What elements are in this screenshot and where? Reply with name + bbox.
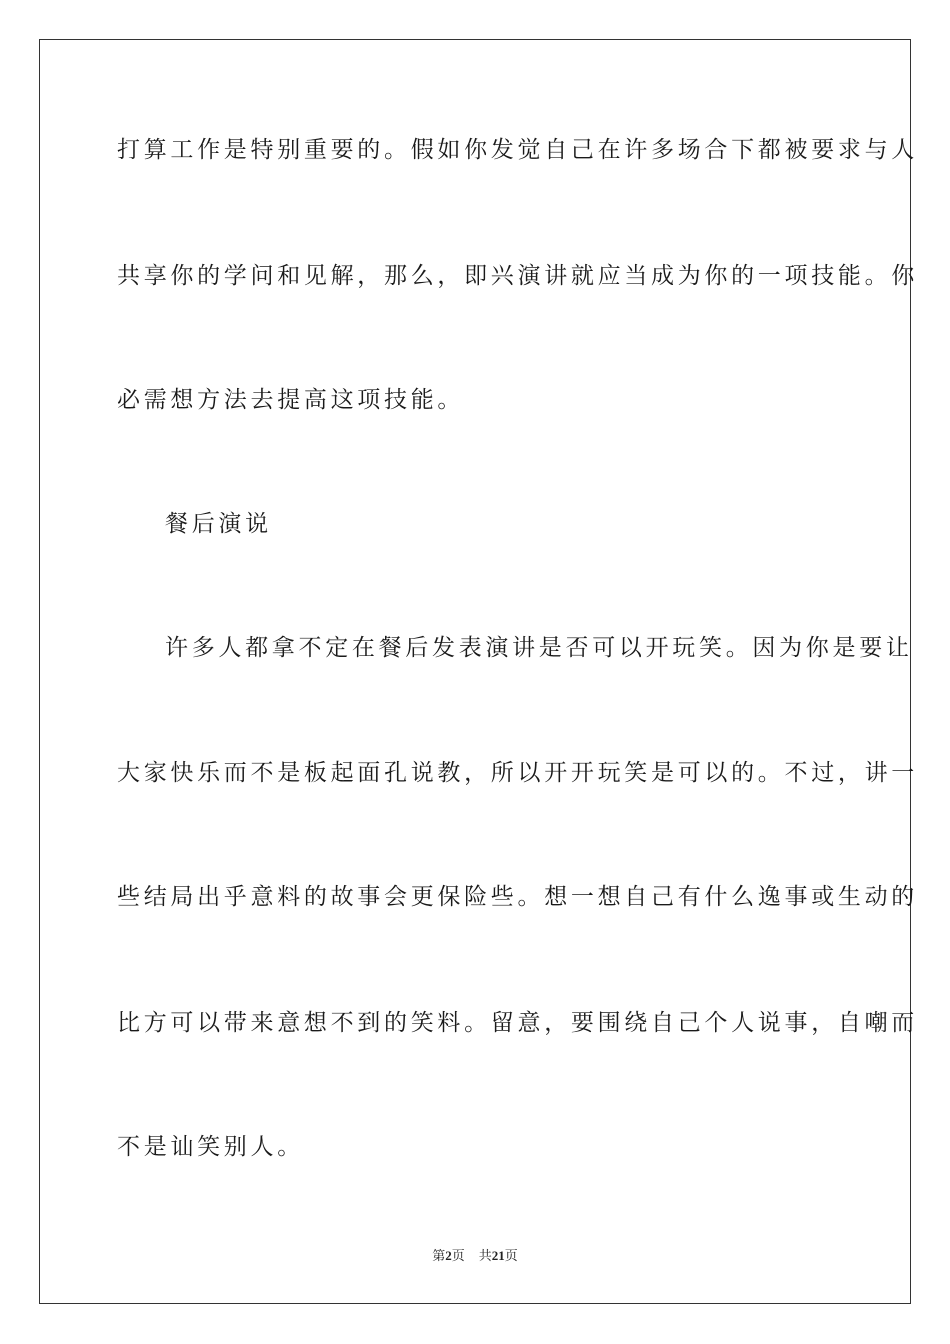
body-text-line: 许多人都拿不定在餐后发表演讲是否可以开玩笑。因为你是要让 bbox=[165, 635, 913, 661]
body-text-line: 比方可以带来意想不到的笑料。留意，要围绕自己个人说事，自嘲而 bbox=[117, 1010, 918, 1036]
body-text-line: 大家快乐而不是板起面孔说教，所以开开玩笑是可以的。不过，讲一 bbox=[117, 760, 918, 786]
page-suffix: 页 bbox=[451, 1249, 465, 1264]
body-text-line: 共享你的学问和见解，那么，即兴演讲就应当成为你的一项技能。你 bbox=[117, 263, 918, 289]
total-pages: 21 bbox=[491, 1248, 505, 1263]
page-frame bbox=[39, 39, 918, 1304]
total-prefix: 共 bbox=[478, 1249, 492, 1264]
page-prefix: 第 bbox=[432, 1249, 446, 1264]
body-text-line: 必需想方法去提高这项技能。 bbox=[117, 387, 465, 413]
body-text-line: 不是讪笑别人。 bbox=[117, 1134, 304, 1160]
total-suffix: 页 bbox=[504, 1249, 518, 1264]
page-number: 2 bbox=[445, 1248, 452, 1263]
body-text-line: 些结局出乎意料的故事会更保险些。想一想自己有什么逸事或生动的 bbox=[117, 884, 918, 910]
section-heading: 餐后演说 bbox=[165, 511, 272, 537]
body-text-line: 打算工作是特别重要的。假如你发觉自己在许多场合下都被要求与人 bbox=[117, 137, 918, 163]
page-footer bbox=[0, 1246, 950, 1267]
